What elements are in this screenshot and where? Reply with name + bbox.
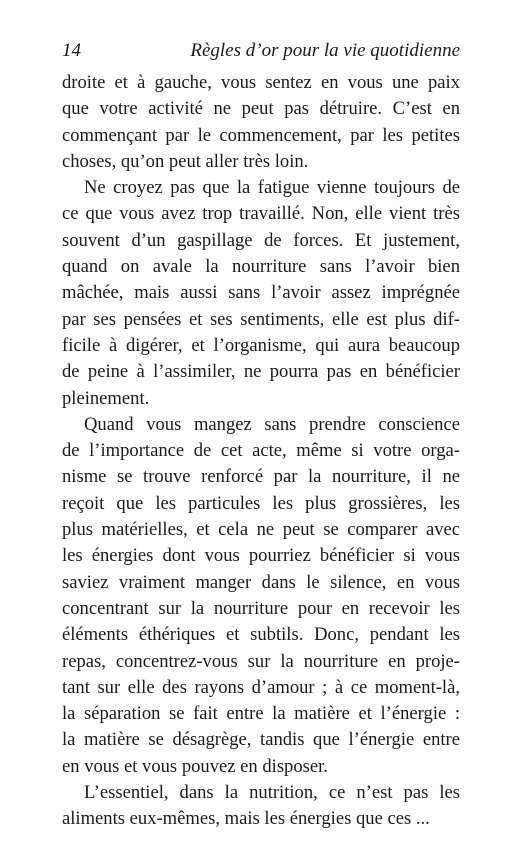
- text-line: ce que vous avez trop travaillé. Non, elle vient très: [62, 203, 460, 225]
- text-line: L’essentiel, dans la nutrition, ce n’est pas les: [84, 782, 460, 804]
- text-line: reçoit que les particules les plus grossières, les: [62, 492, 460, 514]
- text-line: quand on avale la nourriture sans l’avoir bien: [62, 256, 460, 278]
- text-line: saviez vraiment manger dans le silence, en vous: [62, 571, 460, 593]
- text-line: tant sur elle des rayons d’amour ; à ce moment-là,: [62, 676, 460, 698]
- text-line: choses, qu’on peut aller très loin.: [62, 150, 309, 172]
- paragraph: [62, 412, 460, 780]
- text-line: en vous et vous pouvez en disposer.: [62, 755, 328, 777]
- paragraph: [62, 780, 460, 833]
- text-line: Ne croyez pas que la fatigue vienne toujours de: [84, 177, 460, 199]
- text-line: les énergies dont vous pourriez bénéficier si vous: [62, 545, 460, 567]
- text-line: concentrant sur la nourriture pour en recevoir les: [62, 597, 460, 619]
- text-line: nisme se trouve renforcé par la nourriture, il ne: [62, 466, 460, 488]
- text-line: Quand vous mangez sans prendre conscience: [84, 413, 460, 435]
- page-number: 14: [62, 40, 81, 61]
- text-line: la matière se désagrège, tandis que l’énergie entre: [62, 729, 460, 751]
- book-page: [62, 38, 460, 833]
- text-line: de l’importance de cet acte, même si votre orga-: [62, 440, 460, 462]
- text-line: plus matérielles, et cela ne peut se comparer avec: [62, 519, 460, 541]
- text-line: ficile à digérer, et l’organisme, qui aura beaucoup: [62, 334, 460, 356]
- text-line: droite et à gauche, vous sentez en vous une paix: [62, 72, 460, 93]
- text-line: éléments éthériques et subtils. Donc, pendant les: [62, 624, 460, 646]
- paragraph: [62, 70, 460, 175]
- paragraph: [62, 175, 460, 412]
- text-line: pleinement.: [62, 387, 150, 409]
- running-header: [62, 38, 460, 68]
- text-line: la séparation se fait entre la matière et l’énergie :: [62, 703, 460, 725]
- running-title: Règles d’or pour la vie quotidienne: [190, 40, 460, 61]
- body-text: [62, 70, 460, 833]
- text-line: commençant par le commencement, par les petites: [62, 124, 460, 146]
- text-line: de peine à l’assimiler, ne pourra pas en bénéficier: [62, 361, 460, 383]
- text-line: mâchée, mais aussi sans l’avoir assez imprégnée: [62, 282, 460, 304]
- text-line: aliments eux-mêmes, mais les énergies que ces ...: [62, 808, 430, 830]
- text-line: que votre activité ne peut pas détruire. C’est en: [62, 98, 460, 120]
- text-line: repas, concentrez-vous sur la nourriture en proje-: [62, 650, 460, 672]
- text-line: souvent d’un gaspillage de forces. Et justement,: [62, 229, 460, 251]
- text-line: par ses pensées et ses sentiments, elle est plus dif-: [62, 308, 460, 330]
